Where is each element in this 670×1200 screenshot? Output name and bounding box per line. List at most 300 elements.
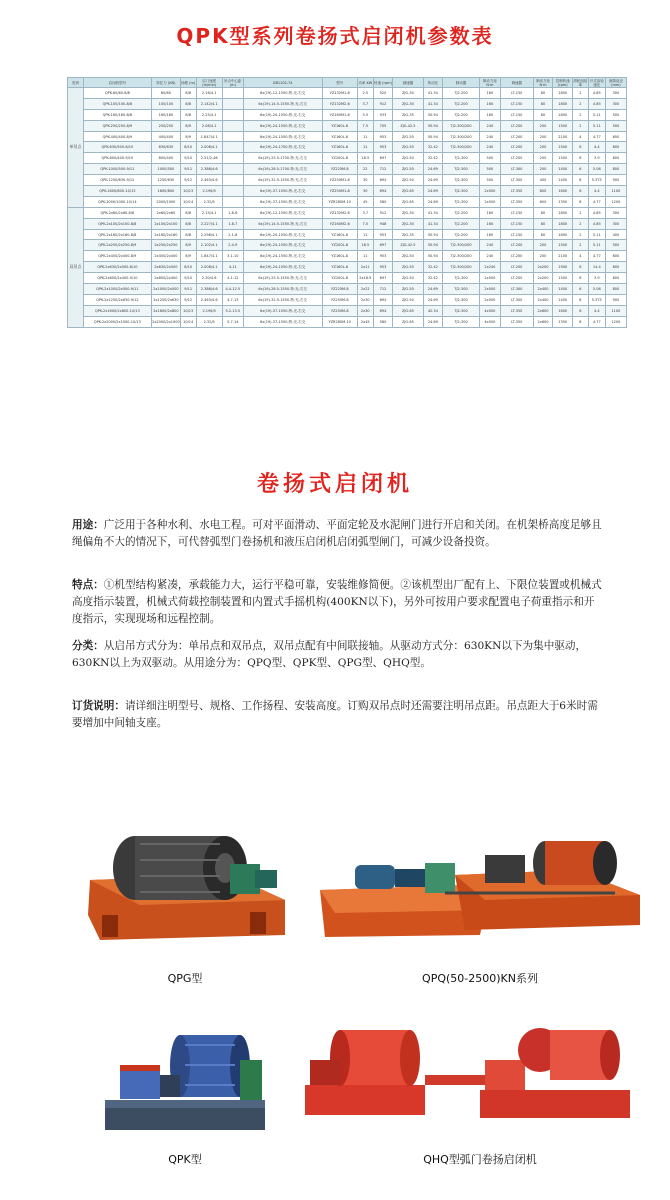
- table-cell: LT-200: [500, 240, 533, 251]
- table-cell: 1500: [553, 273, 573, 284]
- qpg-machine-image: [80, 820, 290, 950]
- table-cell: 8/8: [180, 218, 196, 229]
- table-cell: 4.77: [588, 251, 605, 262]
- table-cell: 9/12: [180, 294, 196, 305]
- table-cell: 2: [573, 98, 589, 109]
- table-cell: 1900: [553, 262, 573, 273]
- table-cell: 8/8: [180, 109, 196, 120]
- table-cell: 500: [479, 153, 500, 164]
- table-cell: 953: [373, 262, 393, 273]
- table-cell: YZ250M-8: [322, 305, 357, 316]
- table-cell: [222, 120, 243, 131]
- table-cell: 32.42: [423, 262, 443, 273]
- table-cell: 800: [605, 164, 626, 175]
- table-cell: 2x18.5: [357, 273, 373, 284]
- table-cell: 6: [573, 186, 589, 197]
- table-cell: 160: [479, 98, 500, 109]
- table-cell: 2x500: [479, 186, 500, 197]
- table-cell: 953: [373, 229, 393, 240]
- table-cell: YZ160M1-6: [322, 109, 357, 120]
- table-cell: [222, 153, 243, 164]
- table-cell: 8/8: [180, 98, 196, 109]
- table-cell: TJ2-300/200: [443, 240, 480, 251]
- table-cell: 50.94: [423, 131, 443, 142]
- table-cell: LT-200: [500, 131, 533, 142]
- table-cell: TJ2-300: [443, 273, 480, 284]
- table-cell: ZJG-50: [393, 284, 423, 295]
- table-cell: 694: [373, 305, 393, 316]
- qhq-caption: QHQ型弧门卷扬启闭机: [423, 1153, 537, 1166]
- table-cell: 500: [479, 164, 500, 175]
- table-cell: ZJG-30: [393, 218, 423, 229]
- table-cell: QPK-1250/630-9/12: [83, 175, 151, 186]
- table-cell: 800: [605, 153, 626, 164]
- table-cell: ZJG-50: [393, 273, 423, 284]
- table-cell: 160: [479, 229, 500, 240]
- table-cell: 5.06: [588, 164, 605, 175]
- table-cell: 8/9: [180, 251, 196, 262]
- table-cell: 2.196/5: [196, 305, 222, 316]
- table-cell: LT-200: [500, 262, 533, 273]
- table-cell: ZJG-30: [393, 88, 423, 99]
- table-cell: 400: [533, 175, 553, 186]
- table-cell: 6x(19)-12-1550-特-光-右交: [243, 207, 322, 218]
- table-cell: LT-350: [500, 305, 533, 316]
- table-cell: YZ160M2-6: [322, 218, 357, 229]
- table-cell: 2.16/4.1: [196, 88, 222, 99]
- table-cell: LT-150: [500, 218, 533, 229]
- table-cell: 60/60: [151, 88, 180, 99]
- table-cell: ZJG-65: [393, 305, 423, 316]
- table-cell: 705: [373, 120, 393, 131]
- table-cell: 2.4-9: [222, 240, 243, 251]
- table-cell: 600: [605, 131, 626, 142]
- table-cell: 5.06: [588, 284, 605, 295]
- table-cell: 2.142/4.1: [196, 98, 222, 109]
- features-text: ①机型结构紧凑，承载能力大，运行平稳可靠，安装维修简便。②该机型出厂配有上、下限位装置或机械式高度指示装置，机械式荷载控制装置和内置式手摇机构(400KN以下)，另外可按用户要求配置电子荷重指示和开度指示，实现现场和远程控制。: [72, 579, 602, 625]
- table-cell: 2.32/5: [196, 316, 222, 327]
- table-cell: 2x500: [479, 284, 500, 295]
- table-cell: 5.11: [588, 229, 605, 240]
- th-reducer-model: 减速器: [393, 78, 423, 88]
- table-cell: YZ250M1-8: [322, 186, 357, 197]
- table-cell: QPK-2x250/2x250-8/9: [83, 240, 151, 251]
- table-row: [68, 164, 627, 175]
- table-cell: 6: [573, 305, 589, 316]
- table-cell: 5.375: [588, 294, 605, 305]
- table-cell: QPK-2x100/2x100-8/8: [83, 218, 151, 229]
- table-cell: 2: [573, 120, 589, 131]
- table-cell: 300: [605, 88, 626, 99]
- table-cell: 800: [605, 273, 626, 284]
- table-cell: 8/8: [180, 229, 196, 240]
- table-cell: 2x30: [357, 305, 373, 316]
- table-cell: 45: [357, 196, 373, 207]
- table-row: [68, 218, 627, 229]
- table-cell: 4.85: [588, 88, 605, 99]
- qpg-caption: QPG型: [167, 972, 203, 985]
- table-cell: 8/10: [180, 262, 196, 273]
- table-cell: 1350: [553, 316, 573, 327]
- table-cell: 5.11: [588, 109, 605, 120]
- table-cell: 24.69: [423, 164, 443, 175]
- table-cell: ZJG-30: [393, 207, 423, 218]
- table-cell: 500: [605, 120, 626, 131]
- table-cell: 6: [573, 273, 589, 284]
- table-cell: 2x250/2x250: [151, 240, 180, 251]
- table-cell: ZJG-50: [393, 294, 423, 305]
- table-cell: YZ160L-6: [322, 229, 357, 240]
- table-cell: 6: [573, 294, 589, 305]
- table-cell: ZJG-65: [393, 316, 423, 327]
- th-drum: 滚筒直径 (mm): [605, 78, 626, 88]
- table-cell: [222, 131, 243, 142]
- table-cell: [222, 186, 243, 197]
- table-cell: 6x(19)-20-1550-特-光-右交: [243, 229, 322, 240]
- table-cell: 3.7: [357, 207, 373, 218]
- table-cell: 6x(19)-25.5-1550-特-光-右交: [243, 273, 322, 284]
- table-cell: 694: [373, 186, 393, 197]
- table-row: [68, 120, 627, 131]
- table-cell: 2: [573, 207, 589, 218]
- table-cell: [222, 175, 243, 186]
- table-cell: 2: [573, 109, 589, 120]
- qpq-caption: QPQ(50-2500)KN系列: [422, 972, 538, 985]
- table-cell: 9/12: [180, 175, 196, 186]
- table-cell: 2x600: [533, 316, 553, 327]
- table-cell: LT-350: [500, 316, 533, 327]
- table-cell: TJ2-300: [443, 284, 480, 295]
- table-cell: TJ2-200: [443, 88, 480, 99]
- ordering-text: 请详细注明型号、规格、工作扬程、安装高度。订购双吊点时还需要注明吊点距。吊点距大于6米时需要增加中间轴支座。: [72, 700, 598, 729]
- table-cell: 8/10: [180, 142, 196, 153]
- table-cell: 32.42: [423, 273, 443, 284]
- table-cell: YZ200L-8: [322, 153, 357, 164]
- table-cell: 1400: [553, 294, 573, 305]
- table-cell: 8/9: [180, 131, 196, 142]
- table-cell: 1400: [553, 175, 573, 186]
- table-cell: TJ2-300/200: [443, 131, 480, 142]
- table-cell: 42.34: [423, 305, 443, 316]
- table-cell: 41.34: [423, 218, 443, 229]
- table-cell: 300: [605, 218, 626, 229]
- table-cell: 2x11: [357, 262, 373, 273]
- table-cell: 4.4-12.5: [222, 284, 243, 295]
- table-cell: 694: [373, 175, 393, 186]
- table-cell: 9/10: [180, 153, 196, 164]
- table-cell: 50.94: [423, 240, 443, 251]
- table-cell: 1000/500: [151, 164, 180, 175]
- table-cell: 1200: [605, 316, 626, 327]
- table-cell: 1800: [553, 229, 573, 240]
- table-cell: ZJG-50: [393, 262, 423, 273]
- table-cell: 600: [605, 262, 626, 273]
- table-cell: 600: [533, 186, 553, 197]
- th-ctrl-model: 调速器: [500, 78, 533, 88]
- table-cell: 2x240: [479, 262, 500, 273]
- table-cell: 697: [373, 153, 393, 164]
- table-cell: 5.11: [588, 120, 605, 131]
- table-cell: TJ2-300: [443, 316, 480, 327]
- table-cell: 6: [573, 142, 589, 153]
- table-cell: 80: [533, 218, 553, 229]
- table-cell: 2.08/4.1: [196, 120, 222, 131]
- table-cell: QPK-400/400-8/9: [83, 131, 151, 142]
- table-cell: YZ160L-8: [322, 251, 357, 262]
- table-cell: 2x500: [479, 196, 500, 207]
- table-row: [68, 88, 627, 99]
- table-cell: 400: [605, 229, 626, 240]
- table-cell: 2.51/2.46: [196, 153, 222, 164]
- table-cell: 80: [533, 229, 553, 240]
- table-cell: 10/13: [180, 305, 196, 316]
- table-cell: 6x(19)-14.5-1550-特-光-右交: [243, 98, 322, 109]
- table-cell: LT-150: [500, 109, 533, 120]
- table-cell: 600: [605, 251, 626, 262]
- table-cell: TJ2-300/200: [443, 142, 480, 153]
- table-cell: 6x(19)-37-1550-特-光-右交: [243, 186, 322, 197]
- table-cell: QPK-100/100-8/8: [83, 98, 151, 109]
- th-motor-model: 型号: [322, 78, 357, 88]
- table-cell: 400/400: [151, 131, 180, 142]
- table-cell: 32.42: [423, 142, 443, 153]
- table-cell: 2.386/4.6: [196, 284, 222, 295]
- table-cell: YZ132M2-6: [322, 98, 357, 109]
- table-cell: 6x(19)-37-1550-特-光-右交: [243, 305, 322, 316]
- th-rope: GB1102-74: [243, 78, 322, 88]
- table-cell: 6x(19)-12-1550-特-光-右交: [243, 88, 322, 99]
- table-cell: 5.2-13.5: [222, 305, 243, 316]
- table-cell: 30: [357, 175, 373, 186]
- table-cell: 24.69: [423, 316, 443, 327]
- table-cell: 4x500: [479, 316, 500, 327]
- table-cell: YZ200L-8: [322, 273, 357, 284]
- table-cell: 6x(19)-28.5-1550-特-光-右交: [243, 284, 322, 295]
- table-cell: 1350: [553, 196, 573, 207]
- table-cell: 2x22: [357, 284, 373, 295]
- ordering-label: 订货说明：: [72, 700, 125, 712]
- table-cell: 8: [573, 196, 589, 207]
- table-cell: 24.69: [423, 186, 443, 197]
- table-cell: 1800: [553, 88, 573, 99]
- table-cell: 4.7-13: [222, 294, 243, 305]
- table-cell: 6x(19)-14.5-1550-特-光-右交: [243, 218, 322, 229]
- th-lift: 扬程 (m): [180, 78, 196, 88]
- table-cell: 2x100/2x100: [151, 218, 180, 229]
- features-paragraph: [72, 577, 602, 628]
- table-cell: 912: [373, 207, 393, 218]
- table-cell: 2x600: [533, 305, 553, 316]
- table-cell: 1.847/4.1: [196, 131, 222, 142]
- table-cell: YZ225M-8: [322, 164, 357, 175]
- table-cell: YZ250M1-8: [322, 175, 357, 186]
- table-cell: LT-300: [500, 294, 533, 305]
- table-cell: 2x630/2x500: [151, 262, 180, 273]
- table-cell: 3.9: [588, 273, 605, 284]
- table-cell: 2x400: [533, 284, 553, 295]
- table-cell: LT-200: [500, 273, 533, 284]
- table-cell: [222, 164, 243, 175]
- table-cell: 2.15/4.1: [196, 207, 222, 218]
- table-cell: 200: [533, 251, 553, 262]
- table-cell: 6: [573, 153, 589, 164]
- table-cell: TJ2-300: [443, 305, 480, 316]
- table-cell: 2.386/4.6: [196, 164, 222, 175]
- table-cell: 600: [533, 196, 553, 207]
- table-cell: QPK-250/250-8/9: [83, 120, 151, 131]
- table-cell: 6x(19)-28.5-1700-特-光-右交: [243, 164, 322, 175]
- table-row: [68, 131, 627, 142]
- usage-paragraph: [72, 517, 602, 551]
- table-cell: 2x200: [533, 273, 553, 284]
- table-cell: ZJG-50: [393, 131, 423, 142]
- table-cell: QPK-630/500-8/10: [83, 142, 151, 153]
- table-cell: 1.8-6: [222, 207, 243, 218]
- table-cell: 1100: [605, 186, 626, 197]
- table-cell: [222, 142, 243, 153]
- table-cell: 953: [373, 142, 393, 153]
- table-cell: 2: [573, 88, 589, 99]
- table-cell: 2.008/4.1: [196, 262, 222, 273]
- table-row: [68, 294, 627, 305]
- table-cell: 2x60/2x60: [151, 207, 180, 218]
- table-cell: 9/11: [180, 164, 196, 175]
- table-cell: QPK-2x1000/2x500-9/11: [83, 284, 151, 295]
- table-cell: 6x(19)-20-1550-特-光-右交: [243, 109, 322, 120]
- table-cell: 2.102/4.1: [196, 240, 222, 251]
- table-cell: 11: [357, 251, 373, 262]
- table-cell: QPK-60/60-8/8: [83, 88, 151, 99]
- table-cell: YZ225M-8: [322, 284, 357, 295]
- table-cell: 80: [533, 109, 553, 120]
- table-row: [68, 284, 627, 295]
- table-cell: 7.5: [357, 120, 373, 131]
- table-row: [68, 98, 627, 109]
- table-cell: TJ2-300/200: [443, 251, 480, 262]
- table-row: [68, 316, 627, 327]
- table-cell: 6x(19)-24-1550-特-光-右交: [243, 262, 322, 273]
- usage-text: 广泛用于各种水利、水电工程。可对平面滑动、平面定轮及水泥闸门进行开启和关闭。在机架桥高度足够且绳偏角不大的情况下，可代替弧型门卷扬机和液压启闭机启闭弧型闸门，可减少设备投资。: [72, 519, 602, 548]
- table-cell: 240: [479, 240, 500, 251]
- table-cell: TJ2-200: [443, 218, 480, 229]
- table-cell: 6x(19)-37-1550-特-光-右交: [243, 196, 322, 207]
- table-cell: 4.85: [588, 207, 605, 218]
- table-cell: TJ2-300: [443, 153, 480, 164]
- table-cell: TJ2-300: [443, 196, 480, 207]
- table-cell: 6x(19)-24-1550-特-光-右交: [243, 251, 322, 262]
- table-cell: QPK-2x1600/2x800-10/13: [83, 305, 151, 316]
- table-cell: 50.94: [423, 120, 443, 131]
- qpk-caption: QPK型: [168, 1153, 202, 1166]
- table-cell: 1500: [553, 142, 573, 153]
- table-cell: 2x1000/2x500: [151, 284, 180, 295]
- table-cell: 300: [605, 98, 626, 109]
- table-cell: 41.34: [423, 88, 443, 99]
- table-cell: 100/100: [151, 98, 180, 109]
- th-brake-model: 制动器: [443, 78, 480, 88]
- table-cell: 2: [573, 218, 589, 229]
- table-cell: 8/9: [180, 120, 196, 131]
- table-cell: 1800: [553, 207, 573, 218]
- qpk-machine-image: [100, 1020, 270, 1135]
- table-cell: 1400: [553, 284, 573, 295]
- table-cell: 300: [605, 207, 626, 218]
- table-cell: 912: [373, 98, 393, 109]
- table-cell: 32.42: [423, 153, 443, 164]
- th-pulley: 滑轮组倍率: [573, 78, 588, 87]
- table-cell: QPK-160/160-8/8: [83, 109, 151, 120]
- table-cell: 4.77: [588, 131, 605, 142]
- table-cell: YZ132M2-6: [322, 207, 357, 218]
- table-cell: 240: [479, 251, 500, 262]
- table-cell: 10/13: [180, 186, 196, 197]
- table-cell: 900: [605, 294, 626, 305]
- section-title: 卷扬式启闭机: [256, 472, 413, 497]
- table-cell: QPK-2x160/2x160-8/8: [83, 229, 151, 240]
- table-cell: YZ160L-6: [322, 120, 357, 131]
- table-cell: 14.4: [588, 262, 605, 273]
- table-cell: QPK-1600/800-10/13: [83, 186, 151, 197]
- table-cell: ZJG-35: [393, 229, 423, 240]
- table-cell: 8/9: [180, 240, 196, 251]
- table-cell: [222, 88, 243, 99]
- table-cell: 4-11: [222, 262, 243, 273]
- table-cell: 80: [533, 207, 553, 218]
- ordering-paragraph: [72, 698, 602, 732]
- th-motor-power: 功率 KW: [357, 78, 373, 88]
- table-cell: LT-350: [500, 196, 533, 207]
- table-cell: TJ2-300: [443, 164, 480, 175]
- table-cell: 24.69: [423, 284, 443, 295]
- table-cell: TJ2-300: [443, 186, 480, 197]
- table-cell: 712: [373, 164, 393, 175]
- table-cell: 200: [533, 120, 553, 131]
- table-cell: 1800: [553, 98, 573, 109]
- table-cell: 1100: [605, 305, 626, 316]
- table-cell: 5.5: [357, 109, 373, 120]
- qhq-machine-image: [300, 1010, 640, 1125]
- table-cell: 630/630: [151, 142, 180, 153]
- table-cell: 933: [373, 109, 393, 120]
- table-cell: 3.1-10: [222, 251, 243, 262]
- table-cell: YZ200L-8: [322, 240, 357, 251]
- table-cell: 1.8-7: [222, 218, 243, 229]
- table-cell: 4.4: [588, 142, 605, 153]
- table-cell: TJ2-200: [443, 207, 480, 218]
- table-cell: ZJG-42.5: [393, 120, 423, 131]
- table-cell: LT-150: [500, 98, 533, 109]
- table-cell: 200: [533, 164, 553, 175]
- table-cell: 160: [479, 207, 500, 218]
- table-cell: 2x2000/2x1000: [151, 316, 180, 327]
- table-cell: YZ250M-8: [322, 294, 357, 305]
- table-cell: 3.7: [357, 98, 373, 109]
- table-cell: ZJG-42.5: [393, 240, 423, 251]
- table-cell: 2.32/5: [196, 196, 222, 207]
- table-cell: 2.463/4.6: [196, 175, 222, 186]
- table-cell: 2.5: [357, 88, 373, 99]
- table-cell: 697: [373, 240, 393, 251]
- table-cell: TJ2-200: [443, 229, 480, 240]
- classification-label: 分类：: [72, 640, 104, 652]
- table-cell: TJ2-300: [443, 175, 480, 186]
- table-cell: 2.006/4.1: [196, 142, 222, 153]
- table-cell: ZJG-65: [393, 186, 423, 197]
- th-open-ratio: 开式齿轮速比: [589, 78, 604, 87]
- table-cell: 6: [573, 175, 589, 186]
- table-row: [68, 273, 627, 284]
- table-cell: 80: [533, 88, 553, 99]
